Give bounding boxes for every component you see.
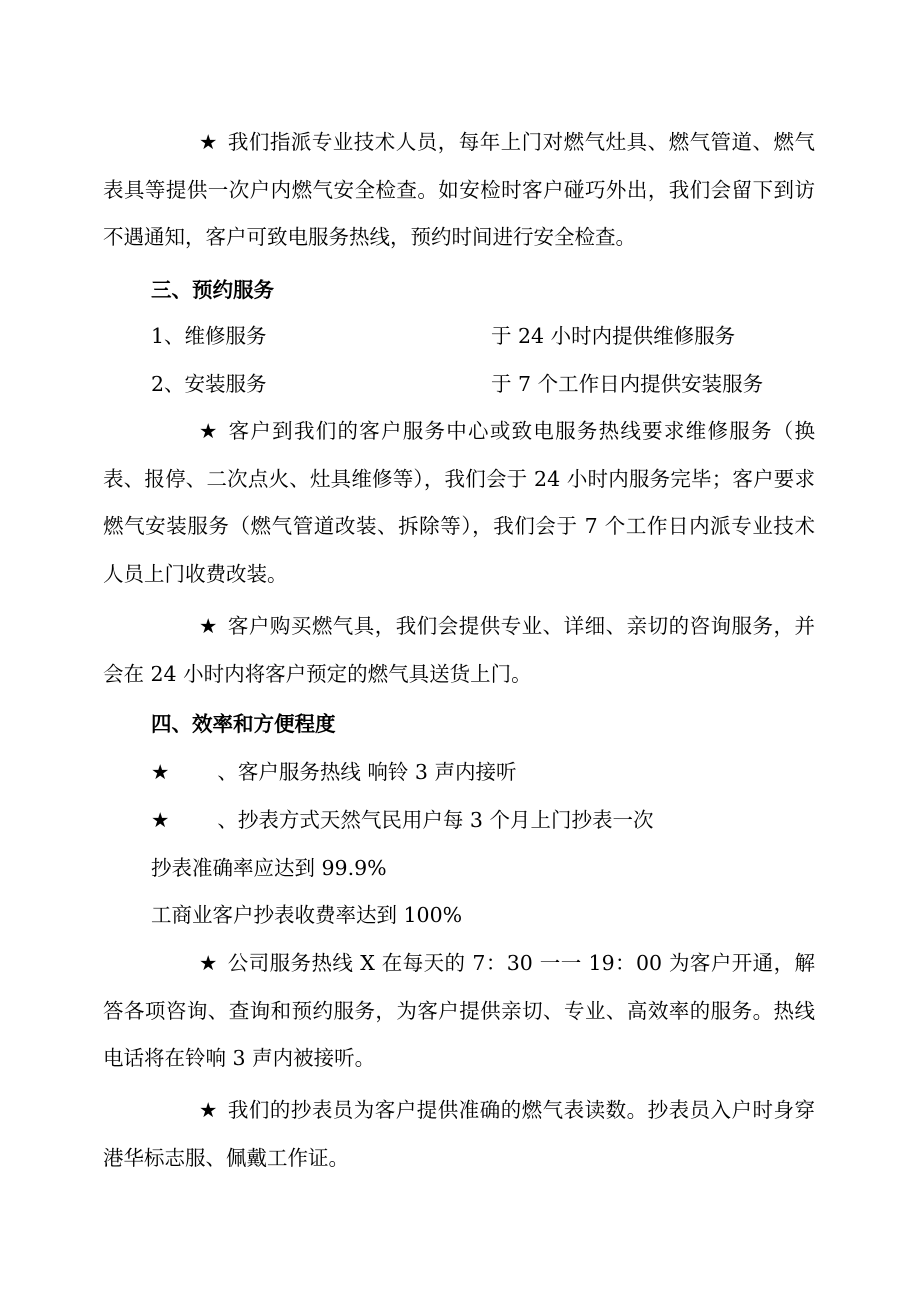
- bullet-hotline-response: [151, 757, 516, 787]
- star-bullet: ★: [199, 614, 218, 638]
- star-bullet: ★: [151, 808, 170, 832]
- service-value: 于 24 小时内提供维修服务: [491, 324, 736, 348]
- bullet-text: 、抄表方式天然气民用户每 3 个月上门抄表一次: [217, 808, 654, 832]
- paragraph-text: 公司服务热线 X 在每天的 7：30 一一 19：00 为客户开通，解答各项咨询、查询和预约服务，为客户提供亲切、专业、高效率的服务。热线电话将在铃响 3 声内被接听。: [103, 951, 815, 1070]
- line-reading-accuracy: 抄表准确率应达到 99.9%: [151, 856, 387, 880]
- bullet-text: 、客户服务热线 响铃 3 声内接听: [217, 760, 517, 784]
- paragraph-text: 我们的抄表员为客户提供准确的燃气表读数。抄表员入户时身穿港华标志服、佩戴工作证。: [103, 1098, 815, 1170]
- paragraph-gas-appliances: [103, 603, 815, 698]
- service-label: 2、安装服务: [151, 372, 267, 396]
- paragraph-meter-readers: [103, 1087, 815, 1182]
- paragraph-safety-inspection: [103, 119, 815, 262]
- section-heading-appointment: 三、预约服务: [151, 278, 274, 302]
- service-label: 1、维修服务: [151, 324, 267, 348]
- bullet-meter-reading: [151, 805, 653, 835]
- service-row-repair: [151, 321, 736, 351]
- star-bullet: ★: [151, 760, 170, 784]
- paragraph-text: 客户购买燃气具，我们会提供专业、详细、亲切的咨询服务，并会在 24 小时内将客户预定的燃气具送货上门。: [103, 614, 815, 686]
- section-heading-efficiency: 四、效率和方便程度: [151, 712, 336, 736]
- star-bullet: ★: [199, 419, 218, 443]
- service-row-installation: [151, 369, 764, 399]
- star-bullet: ★: [199, 1098, 218, 1122]
- star-bullet: ★: [199, 951, 218, 975]
- line-collection-rate: 工商业客户抄表收费率达到 100%: [151, 903, 463, 927]
- star-bullet: ★: [199, 130, 218, 154]
- paragraph-text: 我们指派专业技术人员，每年上门对燃气灶具、燃气管道、燃气表具等提供一次户内燃气安全检查。如安检时客户碰巧外出，我们会留下到访不遇通知，客户可致电服务热线，预约时间进行安全检查。: [103, 130, 815, 249]
- service-value: 于 7 个工作日内提供安装服务: [491, 372, 764, 396]
- paragraph-repair-installation: [103, 408, 815, 598]
- paragraph-text: 客户到我们的客户服务中心或致电服务热线要求维修服务（换表、报停、二次点火、灶具维修等），我们会于 24 小时内服务完毕；客户要求燃气安装服务（燃气管道改装、拆除等），我们会于 7 个工作日内派专业技术人员上门收费改装。: [103, 419, 815, 586]
- paragraph-hotline-hours: [103, 940, 815, 1083]
